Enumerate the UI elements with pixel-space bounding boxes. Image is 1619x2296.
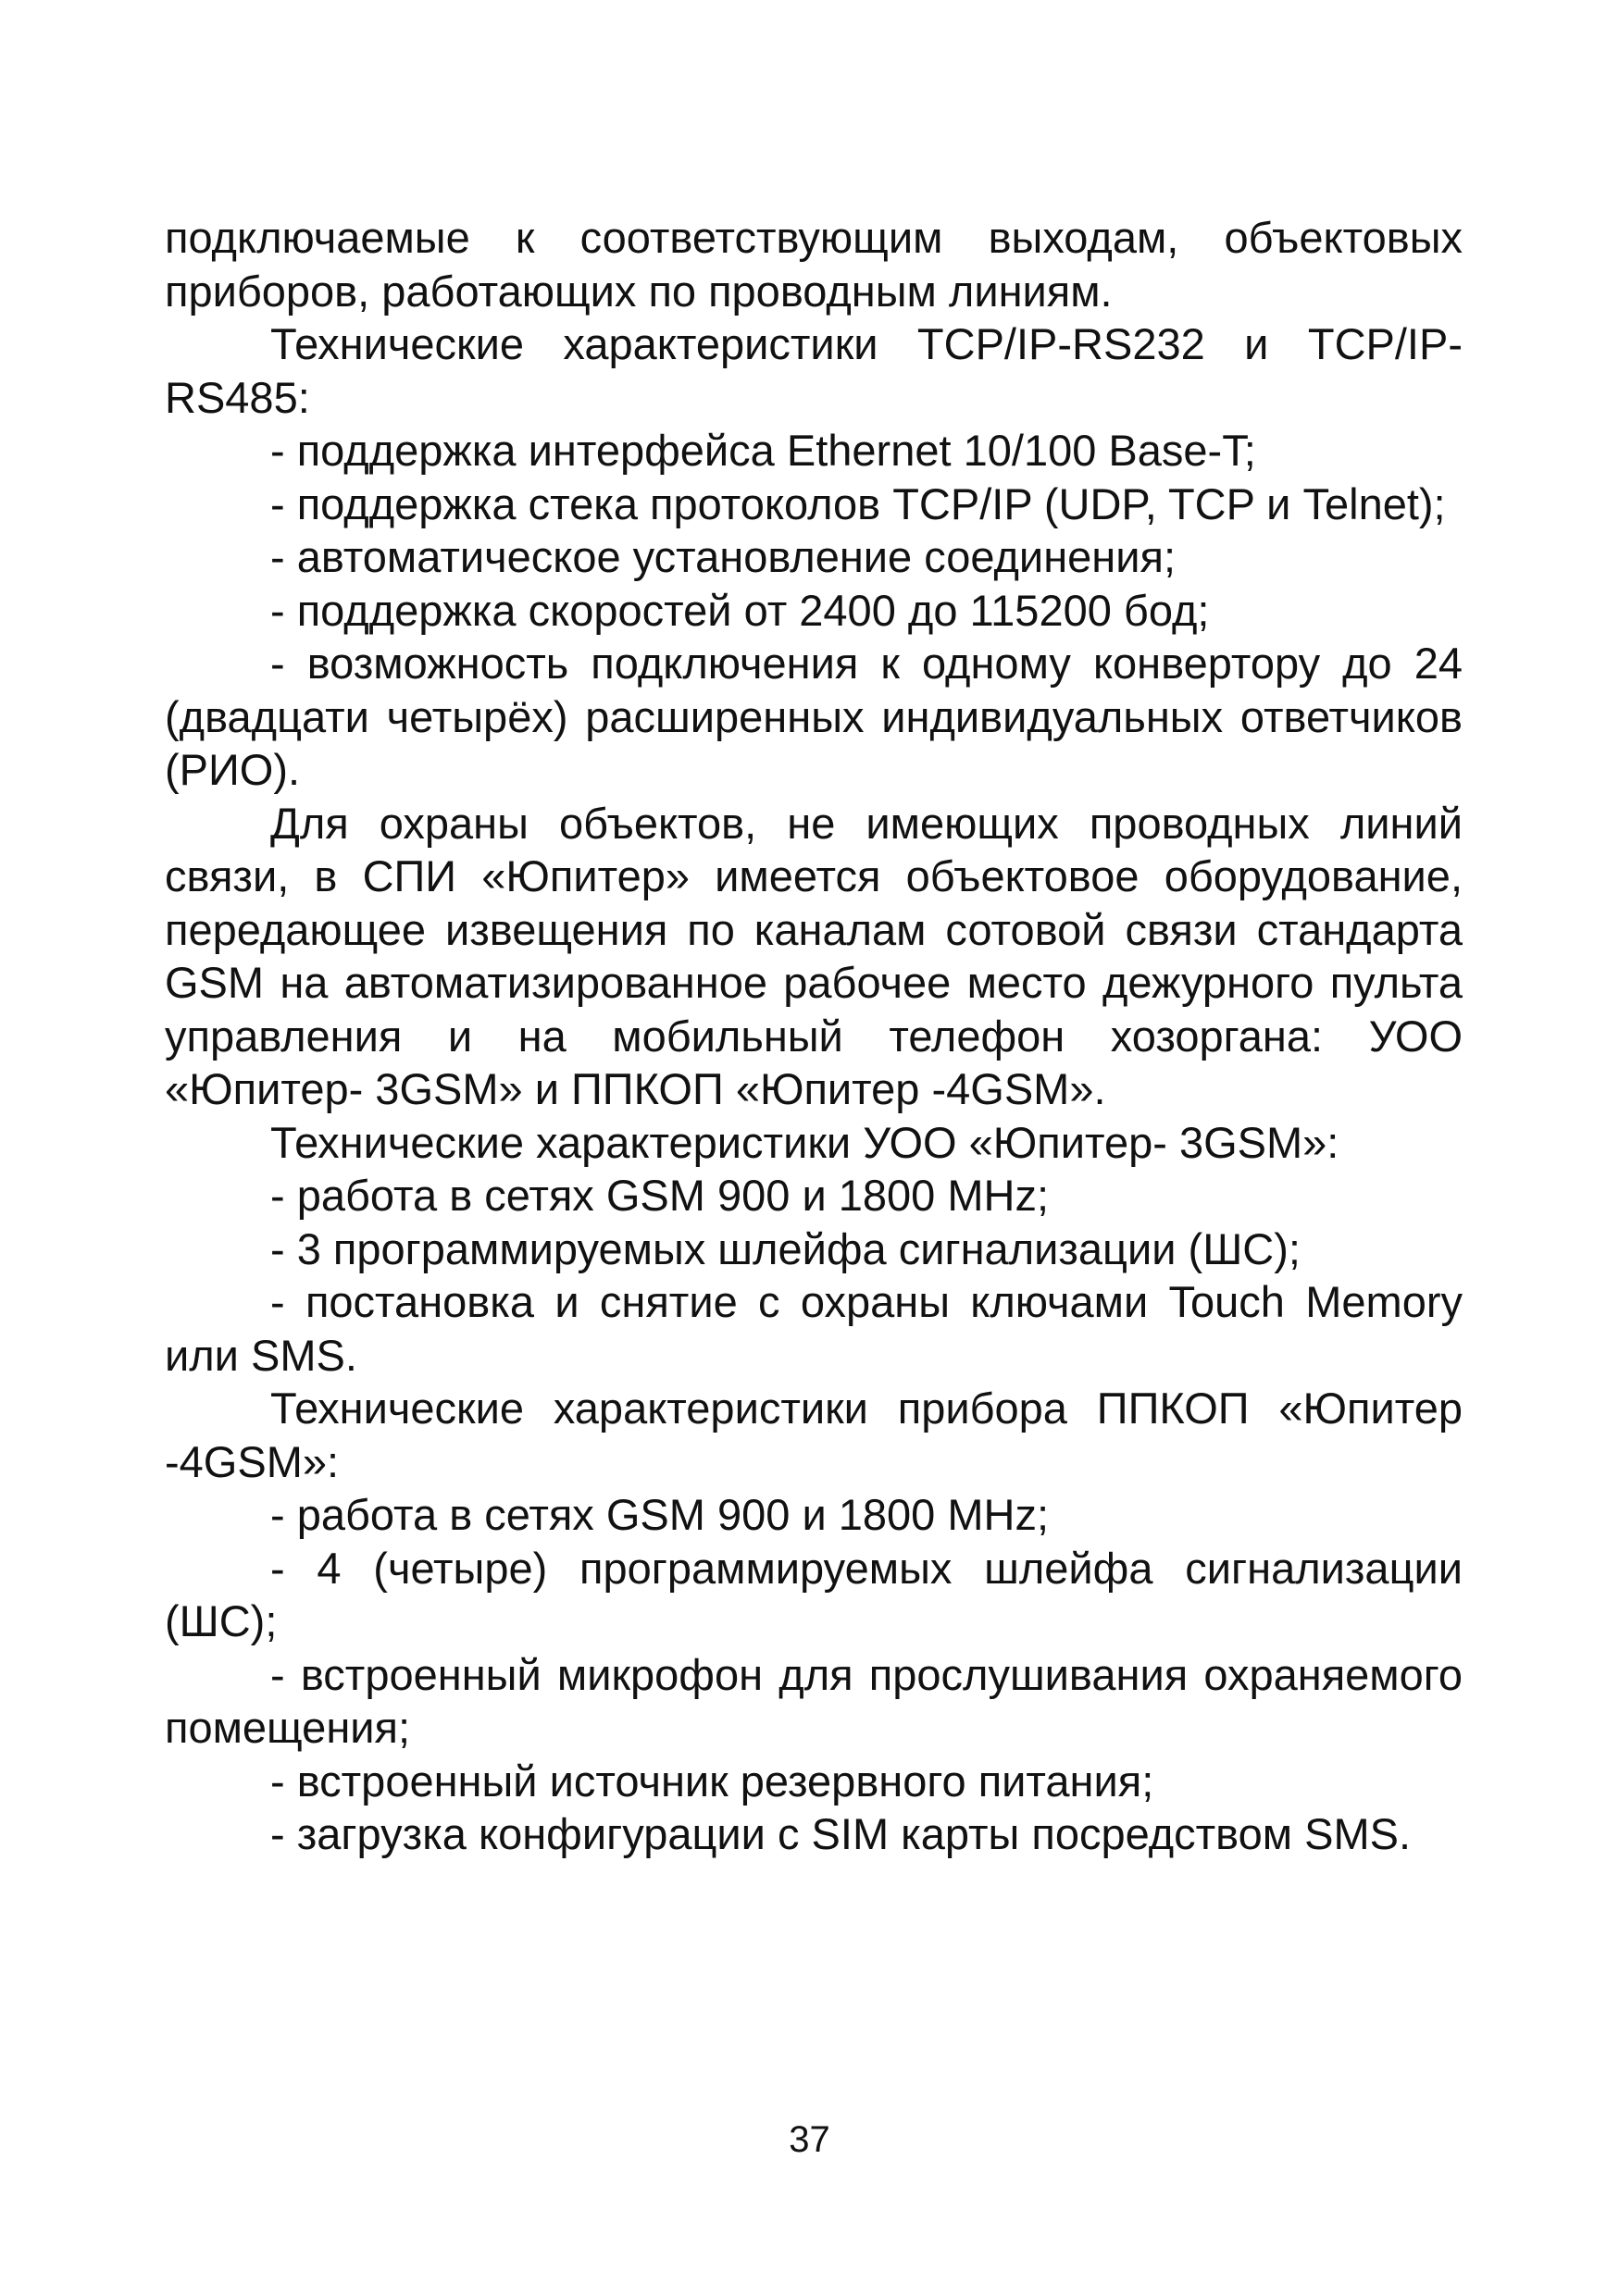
list-item: - загрузка конфигурации с SIM карты посредством SMS. — [270, 1809, 1412, 1858]
list-item: - постановка и снятие с охраны ключами Touch Memory или SMS. — [165, 1277, 1463, 1380]
list-item: - встроенный источник резервного питания; — [270, 1756, 1154, 1806]
paragraph-ppkop-heading: Технические характеристики прибора ППКОП «Юпитер -4GSM»: — [165, 1384, 1463, 1486]
page-body — [165, 211, 1463, 1861]
list-item: - работа в сетях GSM 900 и 1800 MHz; — [270, 1171, 1050, 1220]
list-item: - встроенный микрофон для прослушивания охраняемого помещения; — [165, 1649, 1463, 1752]
list-item: - поддержка интерфейса Ethernet 10/100 Base-T; — [270, 426, 1256, 475]
list-item: - автоматическое установление соединения; — [270, 532, 1177, 581]
list-item: - работа в сетях GSM 900 и 1800 MHz; — [270, 1490, 1050, 1539]
list-item: - 4 (четыре) программируемых шлейфа сигнализации (ШС); — [165, 1543, 1463, 1645]
paragraph-continuation: подключаемые к соответствующим выходам, объектовых приборов, работающих по проводным линиям. — [165, 213, 1463, 316]
page-number: 37 — [789, 2119, 830, 2160]
paragraph-uoo-heading: Технические характеристики УОО «Юпитер- 3GSM»: — [270, 1117, 1339, 1167]
list-item: - 3 программируемых шлейфа сигнализации (ШС); — [270, 1223, 1301, 1273]
list-item: - возможность подключения к одному конвертору до 24 (двадцати четырёх) расширенных индивидуальных ответчиков (РИО). — [165, 639, 1463, 794]
list-item: - поддержка стека протоколов TCP/IP (UDP, TCP и Telnet); — [270, 478, 1446, 528]
list-item: - поддержка скоростей от 2400 до 115200 бод; — [270, 585, 1210, 635]
paragraph-tcpip-heading: Технические характеристики TCP/IP-RS232 и TCP/IP-RS485: — [165, 319, 1463, 422]
paragraph-gsm-intro: Для охраны объектов, не имеющих проводных линий связи, в СПИ «Юпитер» имеется объектовое оборудование, передающее извещения по каналам сотовой связи стандарта GSM на автоматизированное рабочее место дежурного пульта управления и на мобильный телефон хозоргана: УОО «Юпитер- 3GSM» и ППКОП «Юпитер -4GSM». — [165, 798, 1463, 1113]
